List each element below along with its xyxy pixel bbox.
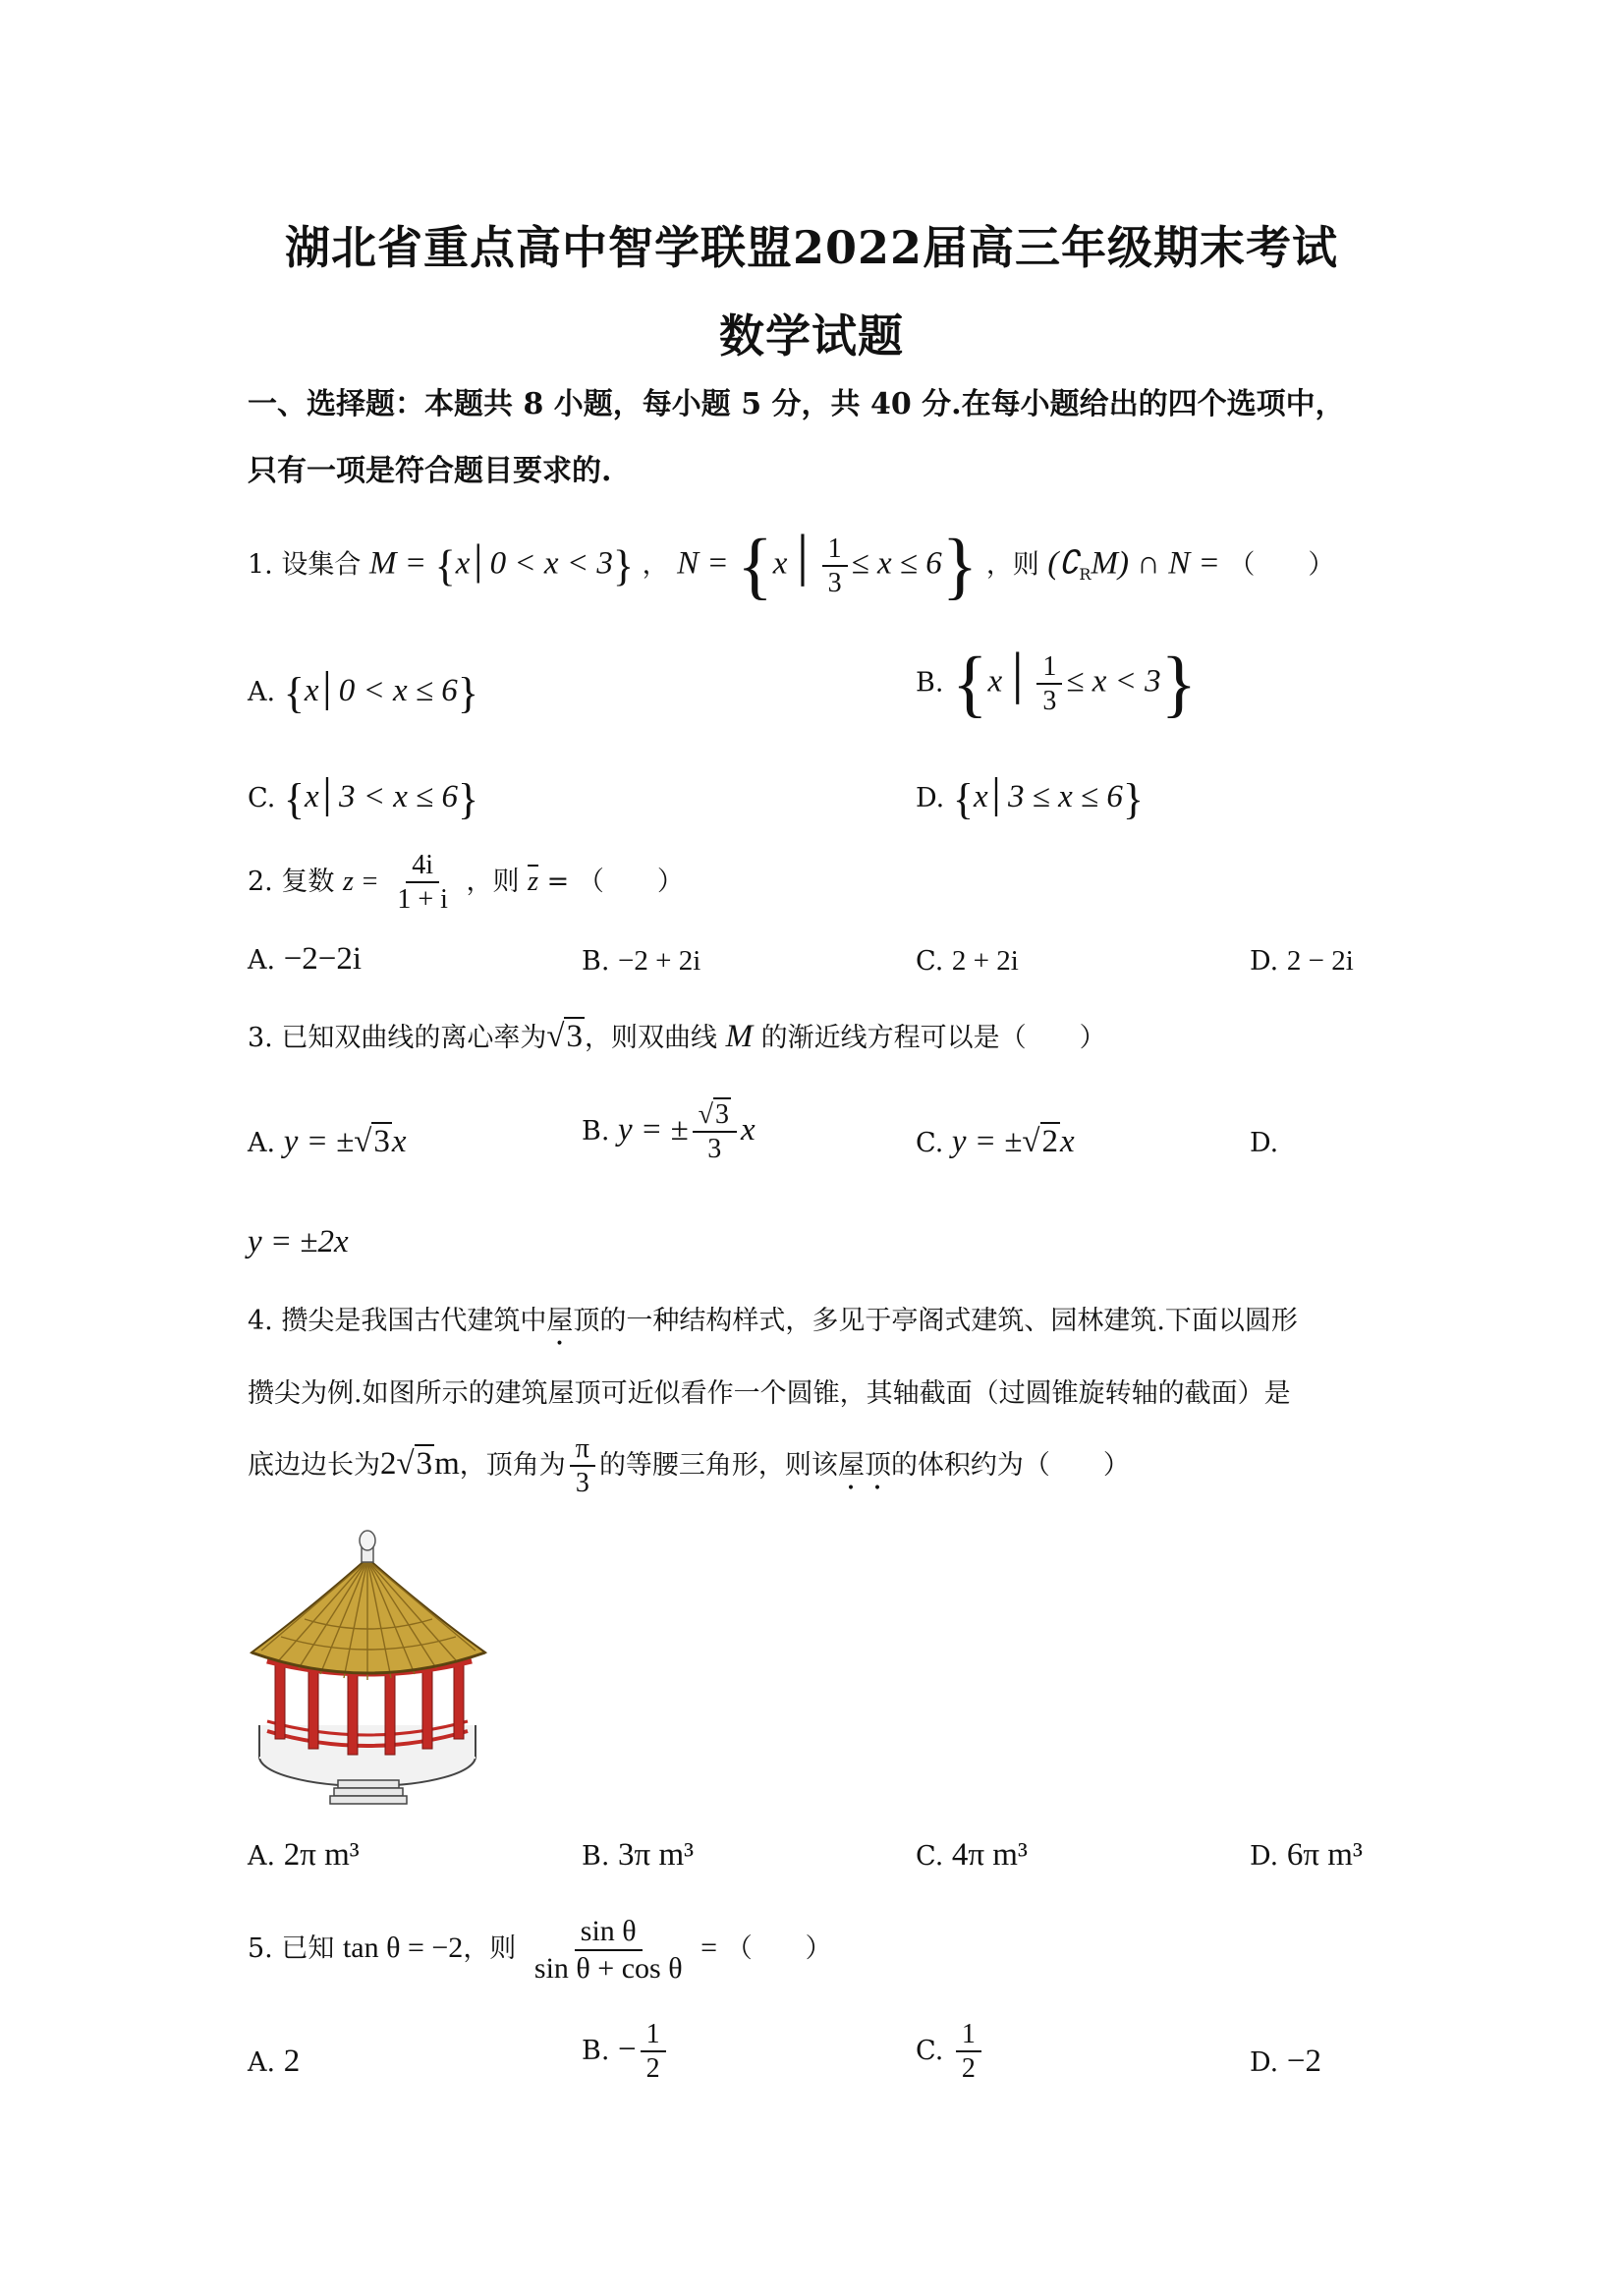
pavilion-roof	[252, 1558, 485, 1673]
q5-option-c[interactable]: C. $\frac{1}{2}$	[916, 2020, 985, 2084]
q3-option-c[interactable]: C. y = ±√2x	[916, 1124, 1075, 1159]
pavilion-steps	[330, 1780, 407, 1804]
q1-number: 1.	[248, 549, 273, 581]
question-4-line3: 底边边长为2√3m，顶角为 $\frac{\pi}{3}$ 的等腰三角形，则该屋顶的体积约为（ ）	[248, 1433, 1130, 1499]
question-5: 5. 已知 tan θ = −2，则 $\frac{\text{sin θ}}{\text{sin θ + cos θ}}$ = （ ）	[248, 1915, 832, 1985]
pavilion-finial	[360, 1531, 375, 1562]
q1-complement-tail: M) ∩ N =	[1091, 545, 1220, 582]
q1-option-c[interactable]: C. {x│3 < x ≤ 6}	[248, 775, 479, 823]
q5-option-d[interactable]: D. −2	[1250, 2044, 1321, 2079]
q1-complement: (∁	[1047, 545, 1080, 582]
q1-option-c-value: x│3 < x ≤ 6	[305, 779, 458, 814]
pavilion-illustration	[246, 1529, 491, 1814]
q4-angle-fraction: $\frac{\pi}{3}$	[570, 1434, 595, 1498]
q1-ze: ，则	[985, 549, 1039, 581]
q1-option-a-value: x│0 < x ≤ 6	[304, 673, 458, 708]
section-heading-line2: 只有一项是符合题目要求的.	[248, 454, 612, 488]
q1-N-fraction: $\frac{1}{3}$	[822, 534, 848, 598]
section-heading-line1: 一、选择题：本题共 8 小题，每小题 5 分，共 40 分.在每小题给出的四个选项中，	[248, 387, 1345, 421]
question-1: 1. 设集合 M = {x│0 < x < 3} ， N = {x│ $\frac{1}{3}$ ≤ x ≤ 6} ，则 $(∁_RM)$ ∩ N = （ ）	[248, 525, 1335, 607]
q3-option-d[interactable]: D.	[1250, 1128, 1279, 1158]
question-4-line2: 攒尖为例.如图所示的建筑屋顶可近似看作一个圆锥，其轴截面（过圆锥旋转轴的截面）是	[248, 1378, 1291, 1409]
q2-option-b[interactable]: B. −2 + 2i	[582, 945, 701, 977]
q1-paren: （ ）	[1228, 549, 1335, 581]
q3-option-b-fraction: $\frac{√3}{3}$	[693, 1100, 737, 1164]
q5-fraction: $\frac{\text{sin θ}}{\text{sin θ + cos θ}}$	[533, 1915, 683, 1985]
question-4-line1: 4. 攒尖是我国古代建筑中屋顶的一种结构样式，多见于亭阁式建筑、园林建筑.下面以圆形	[248, 1306, 1298, 1336]
q1-N-x: x	[772, 545, 788, 582]
q3-option-b[interactable]: B. y = ± $\frac{√3}{3}$ x	[582, 1099, 756, 1165]
q1-N-rest: ≤ x ≤ 6	[851, 545, 942, 582]
q2-option-c[interactable]: C. 2 + 2i	[916, 945, 1019, 977]
q1-complement-sub: R	[1079, 564, 1091, 584]
subject-title: 数学试题	[719, 309, 904, 363]
q1-option-b[interactable]: B. {x│ $\frac{1}{3}$ ≤ x < 3}	[916, 643, 1198, 725]
exam-title: 湖北省重点高中智学联盟2022届高三年级期末考试	[284, 221, 1339, 274]
question-2: 2. 复数 z = $\frac{4i}{1 + i}$ ，则 $\overline{z}$ = （ ）	[248, 850, 684, 916]
q1-option-b-value: ≤ x < 3	[1066, 663, 1161, 700]
q1-N-lhs: N =	[677, 545, 729, 582]
q3-sqrt: √3	[546, 1019, 583, 1054]
q4-option-b[interactable]: B. 3π m³	[582, 1837, 695, 1873]
q4-option-c[interactable]: C. 4π m³	[916, 1837, 1028, 1873]
q1-option-a[interactable]: A. {x│0 < x ≤ 6}	[248, 669, 478, 717]
question-3: 3. 已知双曲线的离心率为√3，则双曲线 M 的渐近线方程可以是（ ）	[248, 1019, 1106, 1054]
q4-option-a[interactable]: A. 2π m³	[248, 1837, 360, 1873]
q5-option-b[interactable]: B. − $\frac{1}{2}$	[582, 2020, 670, 2084]
q1-M-lhs: M =	[368, 545, 426, 582]
q1-sep: ，	[642, 549, 669, 581]
q5-option-a[interactable]: A. 2	[248, 2044, 301, 2079]
q2-zbar: $\overline{z}$	[528, 866, 539, 897]
q2-option-d[interactable]: D. 2 − 2i	[1250, 945, 1354, 977]
q1-M-set: x│0 < x < 3	[455, 545, 613, 582]
q4-option-d[interactable]: D. 6π m³	[1250, 1837, 1363, 1873]
q2-option-a[interactable]: A. −2−2i	[248, 941, 363, 977]
q1-option-d-value: x│3 ≤ x ≤ 6	[974, 779, 1123, 814]
q1-lead: 设集合	[281, 549, 362, 581]
q3-option-a[interactable]: A. y = ±√3x	[248, 1124, 407, 1159]
q1-option-b-fraction: $\frac{1}{3}$	[1036, 652, 1062, 716]
q3-option-d-value: y = ±2x	[248, 1224, 349, 1260]
q1-option-d[interactable]: D. {x│3 ≤ x ≤ 6}	[916, 775, 1144, 823]
q2-fraction: $\frac{4i}{1 + i}$	[397, 850, 448, 916]
